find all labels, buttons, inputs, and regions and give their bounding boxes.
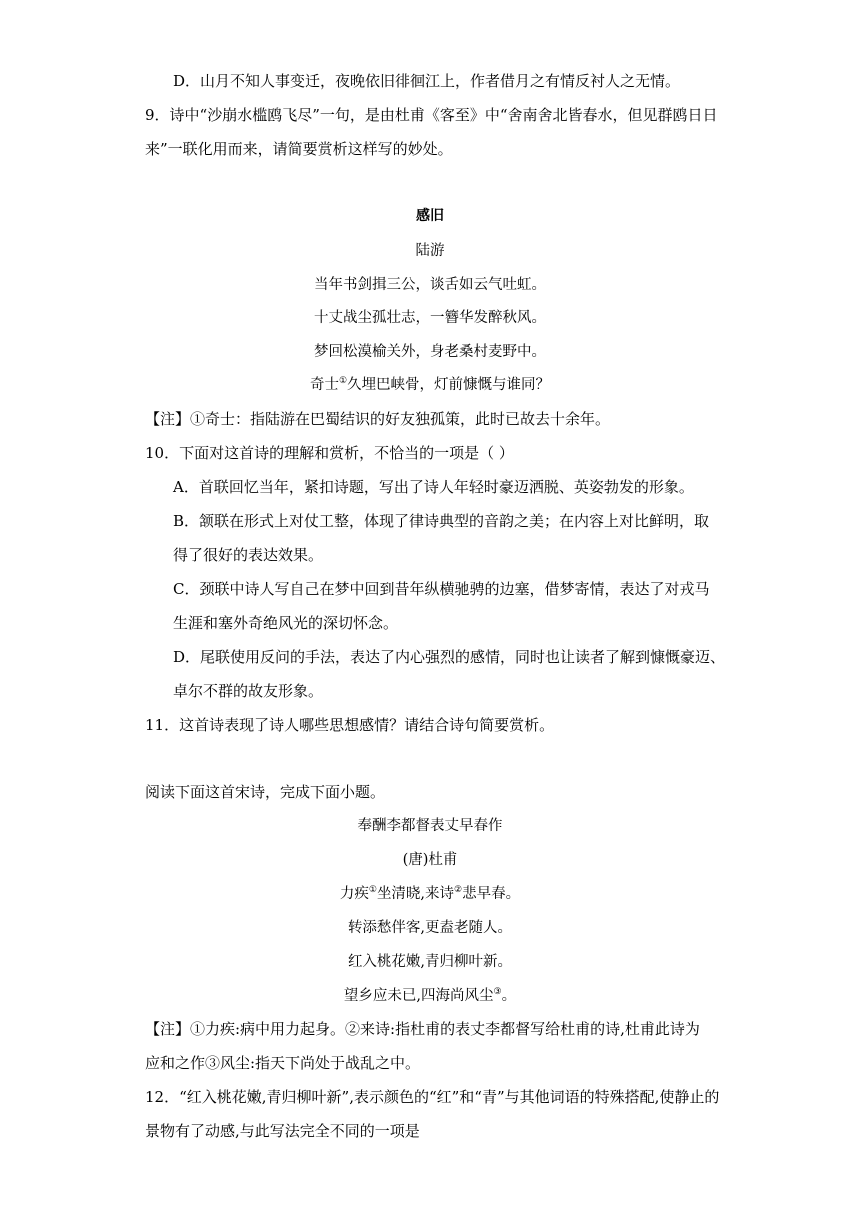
q11-stem: 11．这首诗表现了诗人哪些思想感情？请结合诗句简要赏析。 <box>145 716 555 734</box>
footnote-mark: ① <box>368 885 377 895</box>
poem1-author: 陆游 <box>415 243 445 259</box>
poem1-line-3: 梦回松漠榆关外，身老桑村麦野中。 <box>314 344 546 360</box>
q12-stem-line2: 景物有了动感,与此写法完全不同的一项是 <box>145 1122 420 1140</box>
q10-option-a: A．首联回忆当年，紧扣诗题，写出了诗人年轻时豪迈洒脱、英姿勃发的形象。 <box>173 478 694 496</box>
q9-stem-line2: 来”一联化用而来，请简要赏析这样写的妙处。 <box>145 140 453 158</box>
poem1-note: 【注】①奇士：指陆游在巴蜀结识的好友独孤策，此时已故去十余年。 <box>145 410 611 428</box>
poem2-note-line2: 应和之作③风尘:指天下尚处于战乱之中。 <box>145 1054 421 1072</box>
q8-option-d: D．山月不知人事变迁，夜晚依旧徘徊江上，作者借月之有情反衬人之无情。 <box>173 72 681 90</box>
q10-option-c-line2: 生涯和塞外奇绝风光的深切怀念。 <box>173 614 399 632</box>
q10-option-d-line2: 卓尔不群的故友形象。 <box>173 682 324 700</box>
poem2-title: 奉酬李都督表丈早春作 <box>357 818 503 834</box>
footnote-mark: ① <box>338 376 348 386</box>
footnote-mark: ③ <box>493 987 502 997</box>
poem1-line-1: 当年书剑揖三公，谈舌如云气吐虹。 <box>314 277 546 293</box>
poem2-line-3: 红入桃花嫩,青归柳叶新。 <box>347 954 513 970</box>
poem1-line-2: 十丈战尘孤壮志，一簪华发醉秋风。 <box>314 310 546 326</box>
poem2-note-line1: 【注】①力疾:病中用力起身。②来诗:指杜甫的表丈李都督写给杜甫的诗,杜甫此诗为 <box>145 1020 700 1038</box>
q10-option-b-line2: 得了很好的表达效果。 <box>173 546 324 564</box>
q10-option-c-line1: C．颈联中诗人写自己在梦中回到昔年纵横驰骋的边塞，借梦寄情，表达了对戎马 <box>173 580 710 598</box>
poem2-author: (唐)杜甫 <box>402 852 458 868</box>
q9-stem-line1: 9．诗中“沙崩水槛鸥飞尽”一句，是由杜甫《客至》中“舍南舍北皆春水，但见群鸥日日 <box>145 106 718 124</box>
poem1-line-4: 奇士①久埋巴峡骨，灯前慷慨与谁同？ <box>309 376 551 393</box>
footnote-mark: ② <box>454 885 463 895</box>
poem1-title: 感旧 <box>416 208 444 224</box>
q10-option-b-line1: B．颔联在形式上对仗工整，体现了律诗典型的音韵之美；在内容上对比鲜明，取 <box>173 512 710 530</box>
poem2-line-4: 望乡应未已,四海尚风尘③。 <box>343 987 517 1004</box>
poem2-line-2: 转添愁伴客,更盍老随人。 <box>347 920 513 936</box>
q10-stem: 10．下面对这首诗的理解和赏析，不恰当的一项是（ ） <box>145 444 514 462</box>
section2-intro: 阅读下面这首宋诗，完成下面小题。 <box>145 783 386 801</box>
q12-stem-line1: 12．“红入桃花嫩,青归柳叶新”,表示颜色的“红”和“青”与其他词语的特殊搭配,使静止的 <box>145 1088 720 1106</box>
poem2-line-1: 力疾①坐清晓,来诗②悲早春。 <box>339 885 521 902</box>
q10-option-d-line1: D．尾联使用反问的手法，表达了内心强烈的感情，同时也让读者了解到慷慨豪迈、 <box>173 648 726 666</box>
